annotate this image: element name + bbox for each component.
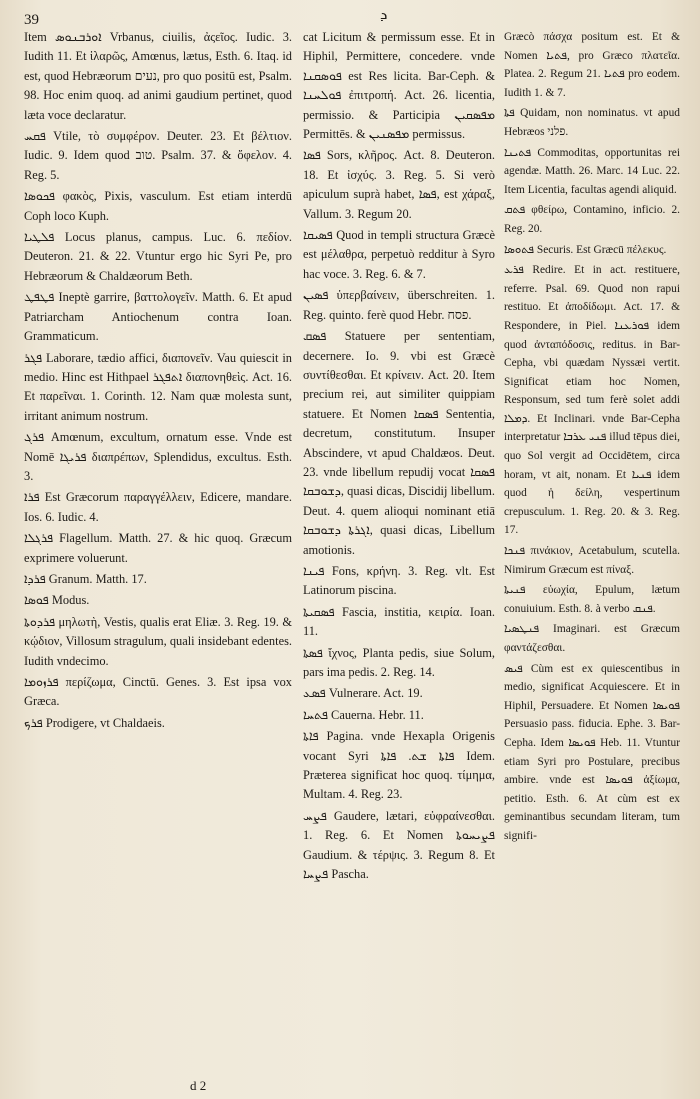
page-number: 39 [24, 12, 39, 28]
entry-paragraph: ܦܝܣ Cùm est ex quiescentibus in medio, significat Acquiescere. Et in Hiphil, Persuadere. Et Nomen ܦܘܝܣܐ Persuasio pass. fiducia. Ephe. 3. Bar-Cepha. Idem ܦܘܝܣܐ Heb. 11. Vtuntur etiam Syri pro Postulare, precibus ambire. vnde est ܦܘܝܣܐ ἀξίωμα, petitio. Esth. 6. At cùm est ex geminantibus secundam literam, tum signifi- [504, 662, 680, 842]
entry-paragraph: ܦܣܩܝܬܐ Fascia, institia, κειρία. Ioan. 11. [303, 604, 495, 639]
running-header-glyph: ܕ [380, 7, 388, 23]
entry-paragraph: ܦܠܛܝܐ Locus planus, campus. Luc. 6. πεδίον. Deuteron. 21. & 22. Vtuntur ergo hic Syri Pe, pro Hebræorum & Chaldæorum Beth. [24, 230, 292, 283]
entry-paragraph: Græcò πάσχα positum est. Et & Nomen ܦܬܝܐ, pro Græco πλατεῖα. Platea. 2. Regum 21. ܦܬܝܐ pro eodem. Iudith 1. & 7. [504, 31, 680, 99]
entry-paragraph: ܦܣܬܐ ἴχνος, Planta pedis, siue Solum, pars ima pedis. 2. Reg. 14. [303, 645, 495, 679]
entry-paragraph: ܦܟܘܣܐ φακὸς, Pixis, vasculum. Est etiam interdū Coph loco Kuph. [24, 189, 292, 223]
entry-paragraph: ܦܬܘܣܐ Securis. Est Græcū πέλεκυς. [504, 243, 667, 256]
entry-paragraph: ܦܝܢܐ Fons, κρήνη. 3. Reg. vlt. Est Latinorum piscina. [303, 563, 495, 598]
entry-paragraph: ܦܪܥ Redire. Et in act. restituere, referre. Psal. 69. Quod non rapui restituo. Et ἀποδίδωμι. Act. 17. & Respondere, in Piel. ܦܘܪܥܢܐ idem quod ἀνταπόδοσις, reditus. in Bar-Cepha, vbi quædam Nyssæi vertit. Significat etiam hoc Nomen, Responsum, sed tum ferè solet addi ܕܡܠܐ. Et Inclinari. vnde Bar-Cepha interpretatur ܦܢܝ ܥܪܒܐ illud tēpus diei, quo Sol vergit ad Occidētem, circa horam, vt ait, nonam. Et ܦܢܝܐ idem quod ἡ δείλη, vespertinum crepusculum. 1. Reg. 20. & 3. Reg. 17. [504, 264, 680, 537]
entry-paragraph: ܦܢܝܬܐ εὐωχία, Epulum, lætum conuiuium. Esth. 8. à verbo ܦܢܩ. [504, 584, 680, 615]
entry-paragraph: ܦܪܕܐ Granum. Matth. 17. [24, 571, 147, 586]
right-column [504, 28, 680, 1068]
entry-paragraph: cat Licitum & permissum esse. Et in Hiphil, Permittere, concedere. vnde ܦܘܣܩܢܐ est Res licita. Bar-Ceph. & ܦܘܠܚܢܐ ἐπιτροπή. Act. 26. licentia, permissio. & Participia ܡܦܣܩܝܢ Permittēs. & ܡܦܣܢܝܢ permissus. [303, 30, 495, 142]
entry-paragraph: ܦܐܬܐ Pagina. vnde Hexapla Origenis vocant Syri ܦܐܬܐ ܫܬ. ܦܐܬܐ Idem. Præterea significat hoc quoq. τίμημα, Multam. 4. Reg. 23. [303, 729, 495, 802]
entry-paragraph: ܦܪܙܘܡܐ περίζωμα, Cinctū. Genes. 3. Est ipsa vox Græca. [24, 675, 292, 709]
entry-paragraph: ܦܓܪ Laborare, tædio affici, διαπονεῖν. Vau quiescit in medio. Hinc est Hithpael ܐܬܦܓܪ διαπονηθεὶς. Act. 16. Et παρεῖναι. 1. Corinth. 12. Nam quæ molesta sunt, irritant animum nostrum. [24, 350, 292, 423]
entry-paragraph: ܦܪܟ Prodigere, vt Chaldaeis. [24, 715, 165, 730]
entry-paragraph: ܦܪܓܠܐ Flagellum. Matth. 27. & hic quoq. Græcum exprimere voluerunt. [24, 531, 292, 565]
entry-paragraph: ܦܬܝܢܐ Commoditas, opportunitas rei agendæ. Matth. 26. Marc. 14 Luc. 22. Item Licentia, facultas agendi aliquid. [504, 146, 680, 196]
entry-paragraph: ܦܢܛܣܝܐ Imaginari. est Græcum φαντάζεσθαι. [504, 623, 680, 654]
entry-paragraph: ܦܬܩ φθείρω, Contamino, inficio. 2. Reg. 20. [504, 204, 680, 235]
entry-paragraph: ܦܘܣܐ Modus. [24, 593, 90, 608]
entry-paragraph: Item ܐܘܪܒܢܘܣ Vrbanus, ciuilis, ἀςεῖος. Iudic. 3. Iudith 11. Et ἱλαρῶς, Amœnus, lætus, Esth. 6. Itaq. id est, quod Hebræorum נעים, pro quo positū est, Psalm. 98. Hoc enim quoq. ad animi gaudium pertinet, quod læta voce declaratur. [24, 30, 292, 122]
entry-paragraph: ܦܪܕܘܬܐ μηλωτὴ, Vestis, qualis erat Eliæ. 3. Reg. 19. & κῴδιον, Villosum stragulum, quali insidebant edentes. Iudith vndecimo. [24, 614, 292, 668]
entry-paragraph: ܦܛܦܛ Ineptè garrire, βαττολογεῖν. Matth. 6. Et apud Patriarcham Antiochenum contra Ioan. Grammaticum. [24, 290, 292, 344]
entry-paragraph: ܦܪܓ Amœnum, excultum, ornatum esse. Vnde est Nomē ܦܪܝܓܐ διαπρέπων, Splendidus, excultus. Esth. 3. [24, 430, 292, 483]
entry-paragraph: ܦܩܚ Vtile, τὸ συμφέρον. Deuter. 23. Et βέλτιον. Iudic. 9. Idem quod טוב. Psalm. 37. & ὄφελον. 4. Reg. 5. [24, 129, 292, 182]
signature-mark: d 2 [190, 1078, 207, 1093]
middle-column [303, 28, 495, 1068]
entry-paragraph: ܦܢܟܐ πινάκιον, Acetabulum, scutella. Nimirum Græcum est πίναξ. [504, 545, 680, 576]
entry-paragraph: ܦܣܥ Vulnerare. Act. 19. [303, 686, 423, 701]
entry-paragraph: ܦܪܐ Est Græcorum παραγγέλλειν, Edicere, mandare. Ios. 6. Iudic. 4. [24, 490, 292, 524]
left-column [24, 28, 292, 1068]
entry-paragraph: ܦܣܝܢ ὑπερβαίνειν, überschreiten. 1. Reg. quinto. ferè quod Hebr. פסח. [303, 288, 495, 322]
entry-paragraph: ܦܨܚ Gaudere, lætari, εὐφραίνεσθαι. 1. Reg. 6. Et Nomen ܦܨܝܚܘܬܐ Gaudium. & τέρψις. 3. Regum 8. Et ܦܨܚܐ Pascha. [303, 808, 495, 882]
entry-paragraph: ܦܣܐ Sors, κλῆρος. Act. 8. Deuteron. 18. Et ἰσχύς. 3. Reg. 5. Si verò apiculum suprà habet, ܦܣܐ, est χάραξ, Vallum. 3. Regum 20. [303, 148, 495, 221]
entry-paragraph: ܦܬܚܐ Cauerna. Hebr. 11. [303, 707, 424, 722]
entry-paragraph: ܦܣܝܩܐ Quod in templi structura Græcè est μέλαθρα, perpetuò redditur à Syro hac voce. 3. Reg. 6. & 7. [303, 228, 495, 281]
entry-paragraph: ܦܬܐ Quidam, non nominatus. vt apud Hebræos פלני. [504, 107, 680, 138]
entry-paragraph: ܦܣܩ Statuere per sententiam, decernere. Io. 9. vbi est Græcè συντίθεσθαι. Et κρίνειν. Act. 20. Item precium rei, aut similiter quippiam statuere. Et Nomen ܦܣܩܐ Sententia, decretum, constitutum. Insuper Abscindere, vt apud Chaldæos. Deut. 23. vnde libellum repudij vocat ܦܣܩܐ ܕܫܘܒܩܐ, quasi dicas, Discidij libellum. Deut. 4. quem alioqui nominant etiā ܐܓܪܬܐ ܕܫܘܒܩܐ, quasi dicas, Libellum amotionis. [303, 329, 495, 557]
